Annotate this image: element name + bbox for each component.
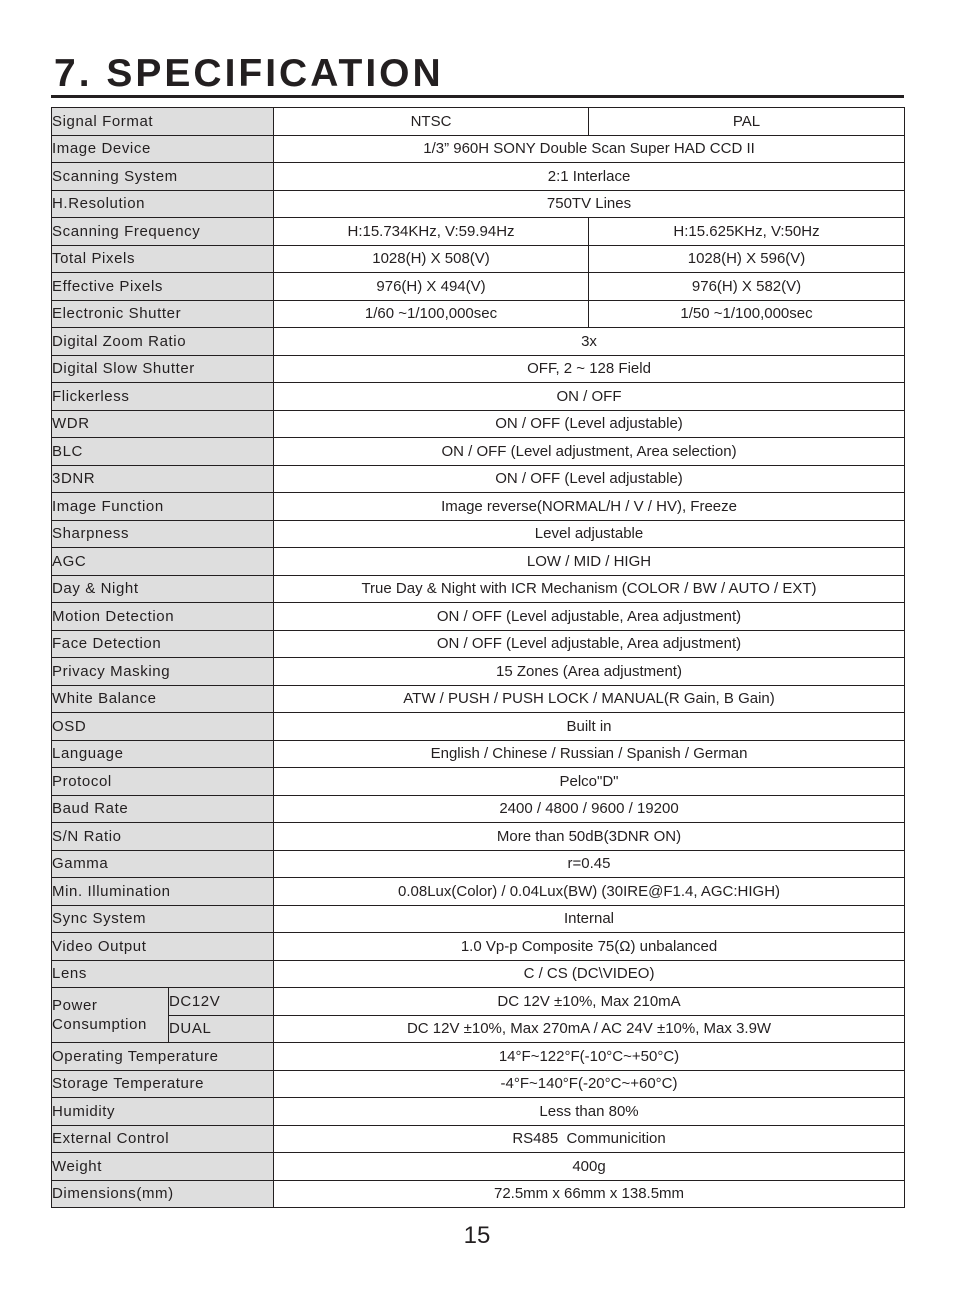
table-row xyxy=(52,218,905,246)
row-value: ON / OFF (Level adjustable, Area adjustment) xyxy=(274,630,905,658)
table-row xyxy=(52,548,905,576)
table-row xyxy=(52,988,905,1016)
row-value: 72.5mm x 66mm x 138.5mm xyxy=(274,1180,905,1208)
row-value: Internal xyxy=(274,905,905,933)
dual-label: DUAL xyxy=(169,1015,274,1043)
table-row xyxy=(52,1125,905,1153)
table-row xyxy=(52,1180,905,1208)
ntsc-value: 1/60 ~1/100,000sec xyxy=(274,300,589,328)
ntsc-value: 1028(H) X 508(V) xyxy=(274,245,589,273)
table-row xyxy=(52,795,905,823)
table-row xyxy=(52,383,905,411)
row-label: Image Function xyxy=(52,493,274,521)
row-value: ATW / PUSH / PUSH LOCK / MANUAL(R Gain, B Gain) xyxy=(274,685,905,713)
page-title: 7. SPECIFICATION xyxy=(54,52,444,95)
table-row xyxy=(52,878,905,906)
table-row xyxy=(52,1153,905,1181)
row-value: 1.0 Vp-p Composite 75(Ω) unbalanced xyxy=(274,933,905,961)
row-label: Image Device xyxy=(52,135,274,163)
row-value: 2400 / 4800 / 9600 / 19200 xyxy=(274,795,905,823)
table-row xyxy=(52,960,905,988)
power-label-line1: Power xyxy=(52,997,98,1014)
table-row xyxy=(52,1015,905,1043)
row-value: Less than 80% xyxy=(274,1098,905,1126)
row-label: Dimensions(mm) xyxy=(52,1180,274,1208)
table-row xyxy=(52,1098,905,1126)
row-value: ON / OFF (Level adjustable, Area adjustment) xyxy=(274,603,905,631)
table-row xyxy=(52,493,905,521)
row-value: ON / OFF (Level adjustable) xyxy=(274,410,905,438)
row-label: Lens xyxy=(52,960,274,988)
page-number: 15 xyxy=(463,1222,491,1249)
row-label: S/N Ratio xyxy=(52,823,274,851)
title-rule xyxy=(51,95,904,98)
table-row xyxy=(52,135,905,163)
row-value: 0.08Lux(Color) / 0.04Lux(BW) (30IRE@F1.4, AGC:HIGH) xyxy=(274,878,905,906)
pal-header: PAL xyxy=(589,108,905,136)
row-label: Operating Temperature xyxy=(52,1043,274,1071)
row-label: Motion Detection xyxy=(52,603,274,631)
table-row xyxy=(52,1070,905,1098)
pal-value: 976(H) X 582(V) xyxy=(589,273,905,301)
row-label: Protocol xyxy=(52,768,274,796)
table-row xyxy=(52,630,905,658)
row-value: OFF, 2 ~ 128 Field xyxy=(274,355,905,383)
row-value: Image reverse(NORMAL/H / V / HV), Freeze xyxy=(274,493,905,521)
row-label: Signal Format xyxy=(52,108,274,136)
row-label: Scanning System xyxy=(52,163,274,191)
table-row xyxy=(52,1043,905,1071)
power-label-line2: Consumption xyxy=(52,1016,147,1033)
row-value: r=0.45 xyxy=(274,850,905,878)
row-label: H.Resolution xyxy=(52,190,274,218)
row-value: Pelco"D" xyxy=(274,768,905,796)
table-row xyxy=(52,245,905,273)
table-row xyxy=(52,850,905,878)
row-value: 1/3” 960H SONY Double Scan Super HAD CCD II xyxy=(274,135,905,163)
table-row xyxy=(52,933,905,961)
table-row xyxy=(52,355,905,383)
table-row xyxy=(52,520,905,548)
row-label: Storage Temperature xyxy=(52,1070,274,1098)
row-label: OSD xyxy=(52,713,274,741)
row-label: Face Detection xyxy=(52,630,274,658)
row-value: 2:1 Interlace xyxy=(274,163,905,191)
ntsc-value: 976(H) X 494(V) xyxy=(274,273,589,301)
table-row xyxy=(52,273,905,301)
row-label: External Control xyxy=(52,1125,274,1153)
table-row xyxy=(52,163,905,191)
row-label: Min. Illumination xyxy=(52,878,274,906)
pal-value: 1/50 ~1/100,000sec xyxy=(589,300,905,328)
row-value: ON / OFF (Level adjustable) xyxy=(274,465,905,493)
table-row xyxy=(52,410,905,438)
ntsc-header: NTSC xyxy=(274,108,589,136)
dc12v-label: DC12V xyxy=(169,988,274,1016)
row-label: Humidity xyxy=(52,1098,274,1126)
table-row xyxy=(52,768,905,796)
row-label: Sync System xyxy=(52,905,274,933)
row-label: Digital Zoom Ratio xyxy=(52,328,274,356)
table-row xyxy=(52,300,905,328)
dual-value: DC 12V ±10%, Max 270mA / AC 24V ±10%, Max 3.9W xyxy=(274,1015,905,1043)
row-label: Electronic Shutter xyxy=(52,300,274,328)
row-value: More than 50dB(3DNR ON) xyxy=(274,823,905,851)
row-value: English / Chinese / Russian / Spanish / German xyxy=(274,740,905,768)
table-row xyxy=(52,108,905,136)
table-row xyxy=(52,905,905,933)
row-value: C / CS (DC\VIDEO) xyxy=(274,960,905,988)
table-row xyxy=(52,575,905,603)
row-label: Effective Pixels xyxy=(52,273,274,301)
pal-value: 1028(H) X 596(V) xyxy=(589,245,905,273)
row-value: 750TV Lines xyxy=(274,190,905,218)
table-row xyxy=(52,190,905,218)
dc12v-value: DC 12V ±10%, Max 210mA xyxy=(274,988,905,1016)
table-row xyxy=(52,603,905,631)
row-label: Weight xyxy=(52,1153,274,1181)
row-label: AGC xyxy=(52,548,274,576)
row-label: Sharpness xyxy=(52,520,274,548)
table-row xyxy=(52,685,905,713)
table-row xyxy=(52,740,905,768)
row-value: ON / OFF xyxy=(274,383,905,411)
specification-table xyxy=(51,107,905,1208)
row-value: RS485 Communicition xyxy=(274,1125,905,1153)
row-label: Privacy Masking xyxy=(52,658,274,686)
row-value: -4°F~140°F(-20°C~+60°C) xyxy=(274,1070,905,1098)
row-value: True Day & Night with ICR Mechanism (COLOR / BW / AUTO / EXT) xyxy=(274,575,905,603)
table-row xyxy=(52,658,905,686)
row-value: Level adjustable xyxy=(274,520,905,548)
row-label: 3DNR xyxy=(52,465,274,493)
table-row xyxy=(52,713,905,741)
row-label: Scanning Frequency xyxy=(52,218,274,246)
row-value: Built in xyxy=(274,713,905,741)
row-value: 3x xyxy=(274,328,905,356)
row-label: Video Output xyxy=(52,933,274,961)
row-label: WDR xyxy=(52,410,274,438)
row-label: Baud Rate xyxy=(52,795,274,823)
row-value: ON / OFF (Level adjustment, Area selection) xyxy=(274,438,905,466)
row-label: Total Pixels xyxy=(52,245,274,273)
row-label: Digital Slow Shutter xyxy=(52,355,274,383)
table-row xyxy=(52,465,905,493)
row-label: White Balance xyxy=(52,685,274,713)
row-label: Language xyxy=(52,740,274,768)
row-label: BLC xyxy=(52,438,274,466)
row-label: Gamma xyxy=(52,850,274,878)
table-row xyxy=(52,328,905,356)
row-label: Day & Night xyxy=(52,575,274,603)
row-label: Flickerless xyxy=(52,383,274,411)
power-consumption-label xyxy=(52,988,169,1043)
table-row xyxy=(52,438,905,466)
row-value: LOW / MID / HIGH xyxy=(274,548,905,576)
ntsc-value: H:15.734KHz, V:59.94Hz xyxy=(274,218,589,246)
row-value: 400g xyxy=(274,1153,905,1181)
table-row xyxy=(52,823,905,851)
row-value: 15 Zones (Area adjustment) xyxy=(274,658,905,686)
pal-value: H:15.625KHz, V:50Hz xyxy=(589,218,905,246)
row-value: 14°F~122°F(-10°C~+50°C) xyxy=(274,1043,905,1071)
